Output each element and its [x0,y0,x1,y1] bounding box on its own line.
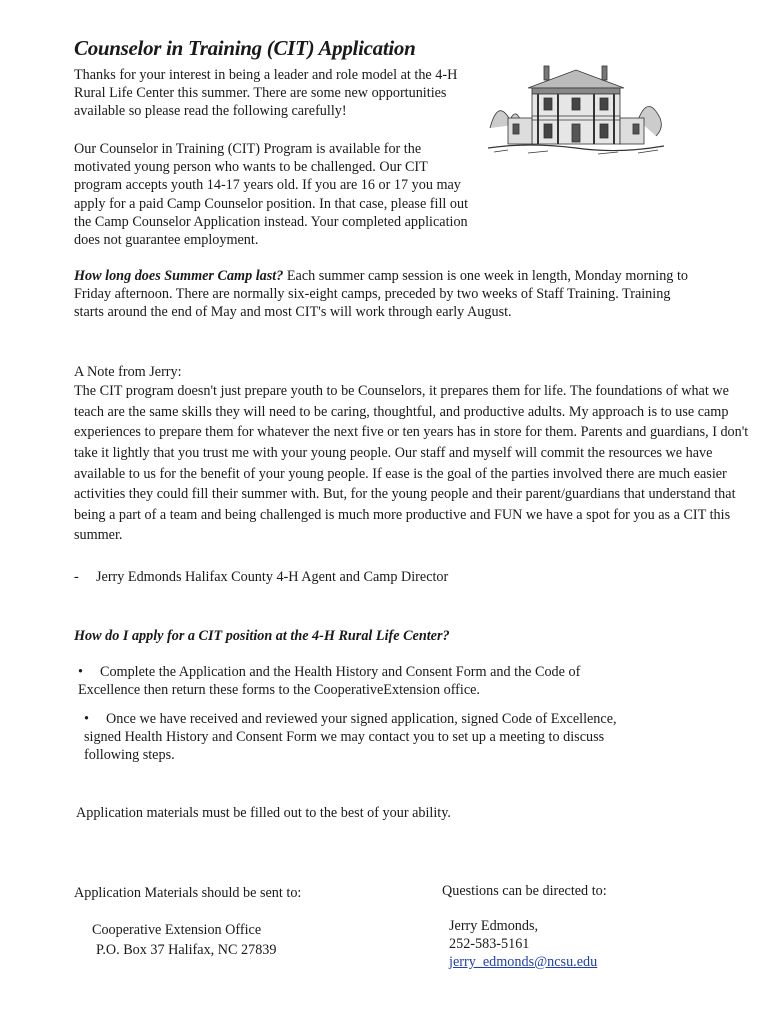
contact-email-link[interactable]: jerry_edmonds@ncsu.edu [449,954,598,970]
rural-life-center-illustration [488,58,664,158]
bullet-icon: • [78,664,83,680]
send-to-label: Application Materials should be sent to: [74,885,302,901]
page-title: Counselor in Training (CIT) Application [74,36,416,60]
intro-paragraph-1: Thanks for your interest in being a leader and role model at the 4-H Rural Life Center this summer. There are some new opportunities available so please read the following carefully! [74,67,458,120]
note-heading: A Note from Jerry: [74,364,182,380]
signature-line [74,568,448,586]
camp-length-question: How long does Summer Camp last? [74,268,284,284]
camp-length-answer: Each summer camp session is one week in length, Monday morning to Friday afternoon. There are normally six-eight camps, preceded by two weeks of Staff Training. Training starts around the end of May and most CIT's will work through early August. [74,268,688,321]
questions-label: Questions can be directed to: [442,883,607,899]
contact-name: Jerry Edmonds, [449,918,539,934]
camp-length-section [74,267,694,322]
note-from-jerry [74,363,754,546]
intro-paragraph-2: Our Counselor in Training (CIT) Program is available for the motivated young person who wants to be challenged. Our CIT program accepts youth 14-17 years old. If you are 16 or 17 you may apply for a paid Camp Counselor position. In that case, please fill out the Camp Counselor Application instead. Your completed application does not guarantee employment. [74,141,469,249]
apply-bullet-text: Once we have received and reviewed your signed application, signed Code of Excellence, signed Health History and Consent Form we may contact you to set up a meeting to discuss following steps. [84,711,617,764]
signature-dash: - [74,569,79,585]
note-body: The CIT program doesn't just prepare youth to be Counselors, it prepares them for life. The foundations of what we teach are the same skills they will need to be caring, thoughtful, and productive adults. My approach is to use camp experiences to prepare them for whatever the next five or ten years has in store for them. Parents and guardians, I don't take it lightly that you trust me with your young people. Our staff and myself will commit the resources we have available to us for the benefit of your young people. If ease is the goal of the parties involved there are much easier activities they could fill their summer with. But, for the young people and their parent/guardians that understand that being a part of a team and being challenged is much more productive and FUN we have a spot for you as a CIT this summer. [74,383,749,544]
contact-info [449,917,597,971]
apply-bullet-text: Complete the Application and the Health History and Consent Form and the Code of Excellence then return these forms to the CooperativeExtension office. [78,664,581,699]
apply-question: How do I apply for a CIT position at the 4-H Rural Life Center? [74,628,450,644]
office-name: Cooperative Extension Office [92,922,262,938]
apply-bullet-1 [78,663,638,699]
office-address [92,920,277,960]
apply-bullet-2 [84,710,654,765]
office-po-box: P.O. Box 37 Halifax, NC 27839 [96,942,277,958]
signature-text: Jerry Edmonds Halifax County 4-H Agent and Camp Director [96,569,449,585]
materials-note: Application materials must be filled out to the best of your ability. [76,805,451,821]
contact-phone: 252-583-5161 [449,936,530,952]
bullet-icon: • [84,711,89,727]
